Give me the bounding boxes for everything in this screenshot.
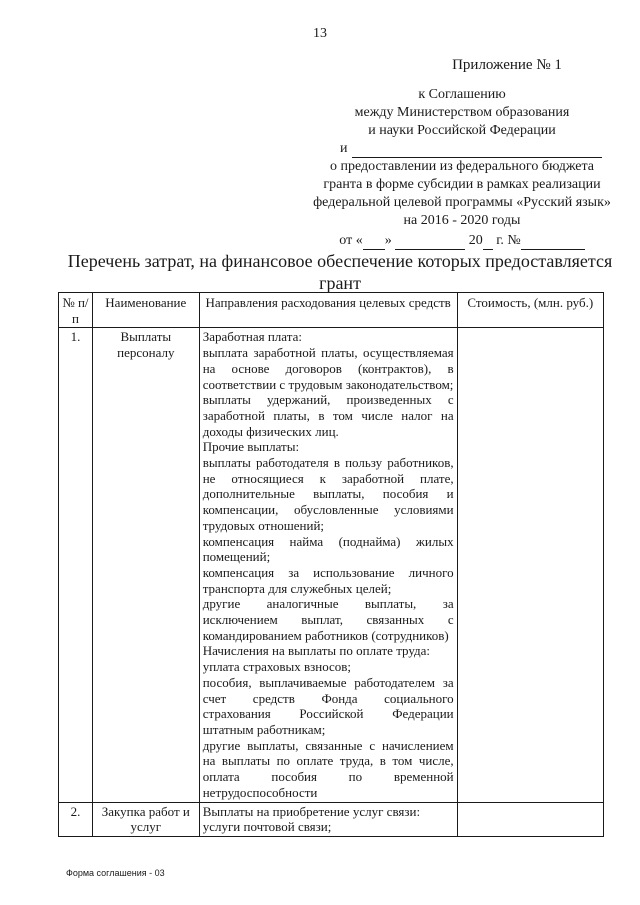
table-header-row <box>59 293 604 328</box>
month-blank <box>395 237 465 250</box>
table-row <box>59 802 604 836</box>
direction-item: Заработная плата: <box>202 329 302 345</box>
day-blank <box>363 237 385 250</box>
row-num: 2. <box>59 802 93 836</box>
number-label: г. № <box>496 233 521 248</box>
header-num: № п/п <box>59 293 93 328</box>
header-direction: Направления расходования целевых средств <box>199 293 457 328</box>
direction-item: Выплаты на приобретение услуг связи: <box>202 803 421 819</box>
direction-item: компенсация за использование личного транспорта для служебных целей; <box>202 564 454 596</box>
year-prefix: 20 <box>468 233 483 248</box>
date-from-label: от « <box>339 233 363 248</box>
row-num: 1. <box>59 328 93 802</box>
page-number: 13 <box>313 26 327 41</box>
direction-item: услуги почтовой связи; <box>202 819 332 835</box>
direction-item: Начисления на выплаты по оплате труда: <box>202 643 431 659</box>
date-quote: » <box>384 233 392 248</box>
costs-table <box>58 292 604 837</box>
appendix-line: о предоставлении из федерального бюджета <box>329 159 595 174</box>
direction-item: выплаты удержаний, произведенных с заработной платы, в том числе налог на доходы физических лиц. <box>202 392 454 439</box>
form-footer: Форма соглашения - 03 <box>66 868 165 878</box>
row-name: Выплаты персоналу <box>92 328 199 802</box>
recipient-blank <box>352 145 602 158</box>
row-direction <box>199 328 457 802</box>
appendix-header <box>302 56 622 250</box>
table-row <box>59 328 604 802</box>
appendix-line: к Соглашению <box>418 87 506 102</box>
header-name: Наименование <box>92 293 199 328</box>
recipient-line <box>340 140 622 158</box>
header-cost: Стоимость, (млн. руб.) <box>457 293 603 328</box>
document-title: Перечень затрат, на финансовое обеспечение которых предоставляется грант <box>67 251 613 293</box>
row-cost <box>457 328 603 802</box>
appendix-line: между Министерством образования <box>354 105 570 120</box>
direction-item: компенсация найма (поднайма) жилых помещений; <box>202 533 454 565</box>
direction-item: другие аналогичные выплаты, за исключением выплат, связанных с командированием работников (сотрудников) <box>202 596 454 643</box>
appendix-line: и науки Российской Федерации <box>368 123 556 138</box>
appendix-line: гранта в форме субсидии в рамках реализации <box>323 177 601 192</box>
row-cost <box>457 802 603 836</box>
date-line <box>302 232 622 250</box>
row-name: Закупка работ и услуг <box>92 802 199 836</box>
direction-item: Прочие выплаты: <box>202 439 300 455</box>
direction-item: выплата заработной платы, осуществляемая на основе договоров (контрактов), в соответствии с трудовым законодательством; <box>202 345 454 392</box>
appendix-line: федеральной целевой программы «Русский язык» <box>313 195 611 210</box>
year-blank <box>483 237 493 250</box>
recipient-prefix: и <box>340 141 348 156</box>
direction-item: пособия, выплачиваемые работодателем за счет средств Фонда социального страхования Российской Федерации штатным работникам; <box>202 674 454 737</box>
direction-item: другие выплаты, связанные с начислением на выплаты по оплате труда, в том числе, оплата пособия по временной нетрудоспособности <box>202 737 454 800</box>
appendix-line: на 2016 - 2020 годы <box>403 213 521 228</box>
direction-item: выплаты работодателя в пользу работников, не относящиеся к заработной плате, дополнительные выплаты, пособия и компенсации, обусловленные условиями трудовых отношений; <box>202 455 454 533</box>
number-blank <box>521 237 585 250</box>
row-direction <box>199 802 457 836</box>
direction-item: уплата страховых взносов; <box>202 659 352 675</box>
appendix-title: Приложение № 1 <box>452 57 562 73</box>
